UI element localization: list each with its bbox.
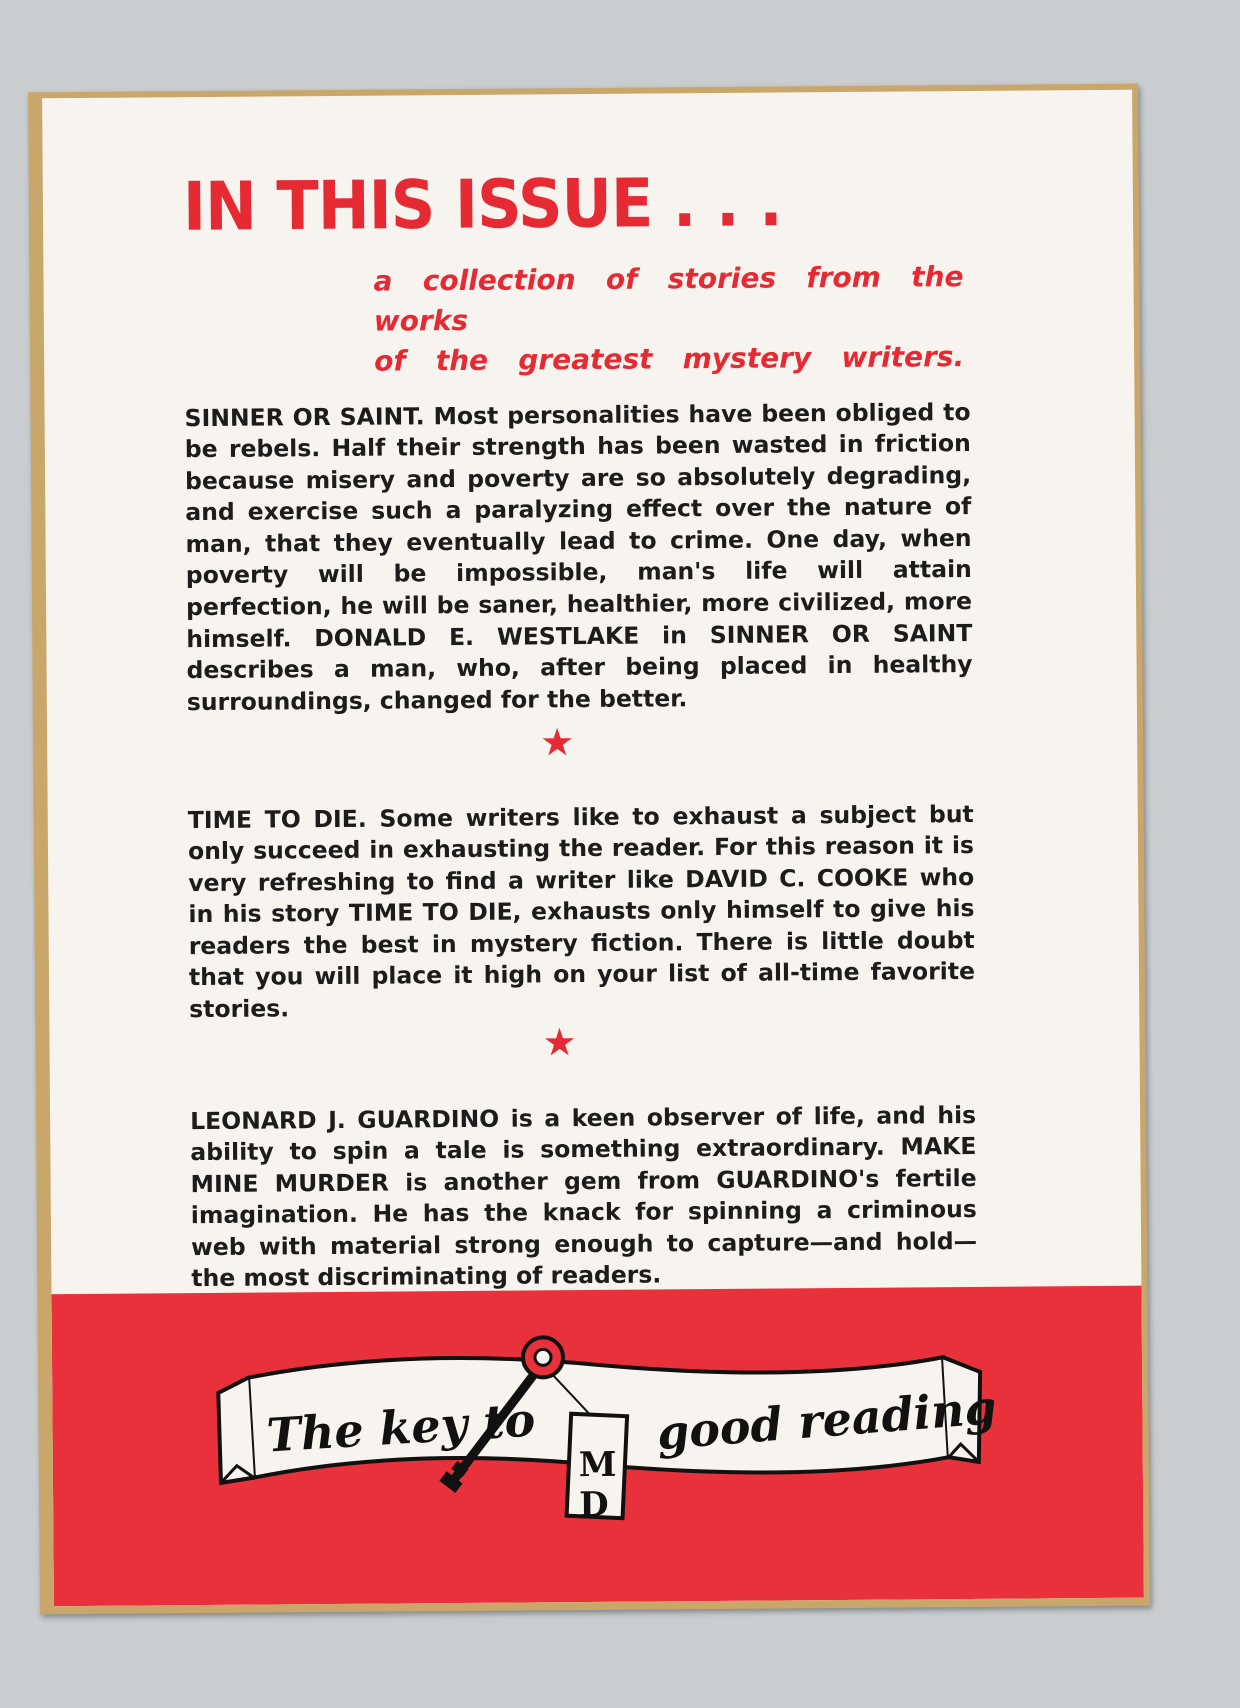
story-blurb-sinner-or-saint: SINNER OR SAINT. Most personalities have been obliged to be rebels. Half their strength has been wasted in friction because misery and poverty are so absolutely degrading, and exercise such a paralyzing effect over the nature of man, that they eventually lead to crime. One day, when poverty will be impossible, man's life will attain perfection, he will be saner, healthier, more civilized, more himself. DONALD E. WESTLAKE in SINNER OR SAINT describes a man, who, after being placed in healthy surroundings, changed for the better. (184, 397, 973, 716)
headline: IN THIS ISSUE . . . (182, 162, 782, 247)
tag-letter-d: D (578, 1484, 609, 1526)
banner-text-right: good reading (654, 1380, 999, 1461)
banner-text-left: The key to (265, 1392, 537, 1463)
tagline-line-1: a collection of stories from the works (373, 260, 964, 338)
book-back-cover (28, 84, 1150, 1615)
story-blurb-time-to-die: TIME TO DIE. Some writers like to exhaust a subject but only succeed in exhausting the reader. For this reason it is very refreshing to find a writer like DAVID C. COOKE who in his story TIME TO DIE, exhausts only himself to give his readers the best in mystery fiction. There is little doubt that you will place it high on your list of all-time favorite stories. (187, 799, 976, 1024)
star-separator-icon: ★ (542, 1020, 577, 1065)
story-blurb-make-mine-murder: LEONARD J. GUARDINO is a keen observer of life, and his ability to spin a tale is something extraordinary. MAKE MINE MURDER is another gem from GUARDINO's fertile imagination. He has the knack for spinning a criminous web with material strong enough to capture—and hold—the most discriminating of readers. (190, 1100, 978, 1293)
tagline (373, 257, 964, 382)
cover-page (42, 90, 1144, 1607)
tag-letter-m: M (578, 1444, 617, 1486)
star-separator-icon: ★ (539, 720, 575, 765)
tagline-line-2: of the greatest mystery writers. (374, 340, 965, 378)
key-banner (208, 1332, 999, 1548)
